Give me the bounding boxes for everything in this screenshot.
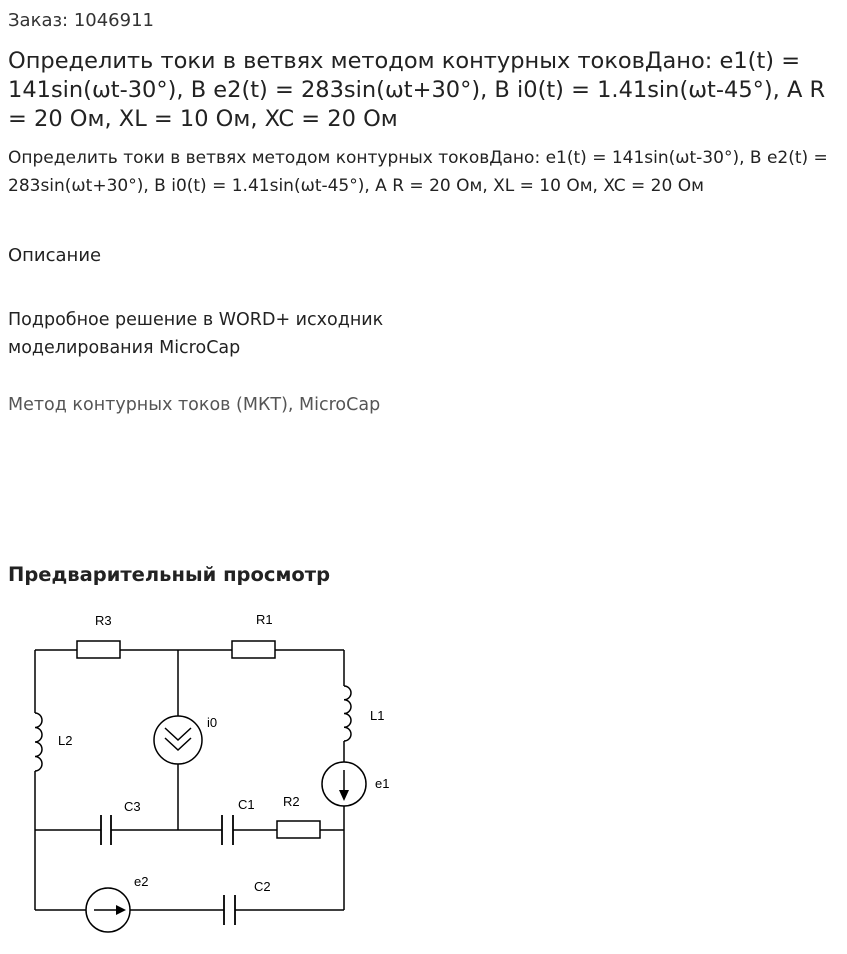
label-r2: R2 <box>283 794 300 809</box>
voltage-source-e2-icon <box>86 888 130 932</box>
label-r1: R1 <box>256 612 273 627</box>
label-e2: e2 <box>134 874 149 889</box>
circuit-schematic <box>0 600 420 940</box>
label-i0: i0 <box>207 715 218 730</box>
label-r3: R3 <box>95 613 112 628</box>
preview-heading: Предварительный просмотр <box>8 563 331 586</box>
resistor-r3 <box>77 641 120 658</box>
page-title: Определить токи в ветвях методом контурных токовДано: e1(t) = 141sin(ωt-30°), В e2(t) = 283sin(ωt+30°), В i0(t) = 1.41sin(ωt-45°), А R = 20 Ом, XL = 10 Ом, XC = 20 Ом <box>8 48 826 132</box>
label-e1: e1 <box>375 776 390 791</box>
capacitor-c1 <box>222 815 233 845</box>
label-l1: L1 <box>370 708 385 723</box>
order-number: Заказ: 1046911 <box>8 10 154 31</box>
capacitor-c3 <box>101 815 111 845</box>
page-subtitle: Определить токи в ветвях методом контурных токовДано: e1(t) = 141sin(ωt-30°), В e2(t) = 283sin(ωt+30°), В i0(t) = 1.41sin(ωt-45°), А R = 20 Ом, XL = 10 Ом, XC = 20 Ом <box>8 148 828 196</box>
label-c2: C2 <box>254 879 271 894</box>
voltage-source-e1-icon <box>322 762 366 806</box>
description-text: Подробное решение в WORD+ исходник моделирования MicroCap <box>8 310 384 358</box>
inductor-l2 <box>35 713 42 771</box>
tags-text: Метод контурных токов (МКТ), MicroCap <box>8 395 381 415</box>
label-c3: C3 <box>124 799 141 814</box>
resistor-r1 <box>232 641 275 658</box>
resistor-r2 <box>277 821 320 838</box>
description-heading: Описание <box>8 245 102 266</box>
label-c1: C1 <box>238 797 255 812</box>
capacitor-c2 <box>224 895 235 925</box>
current-source-i0-icon <box>154 716 202 764</box>
label-l2: L2 <box>58 733 73 748</box>
inductor-l1 <box>344 686 351 741</box>
